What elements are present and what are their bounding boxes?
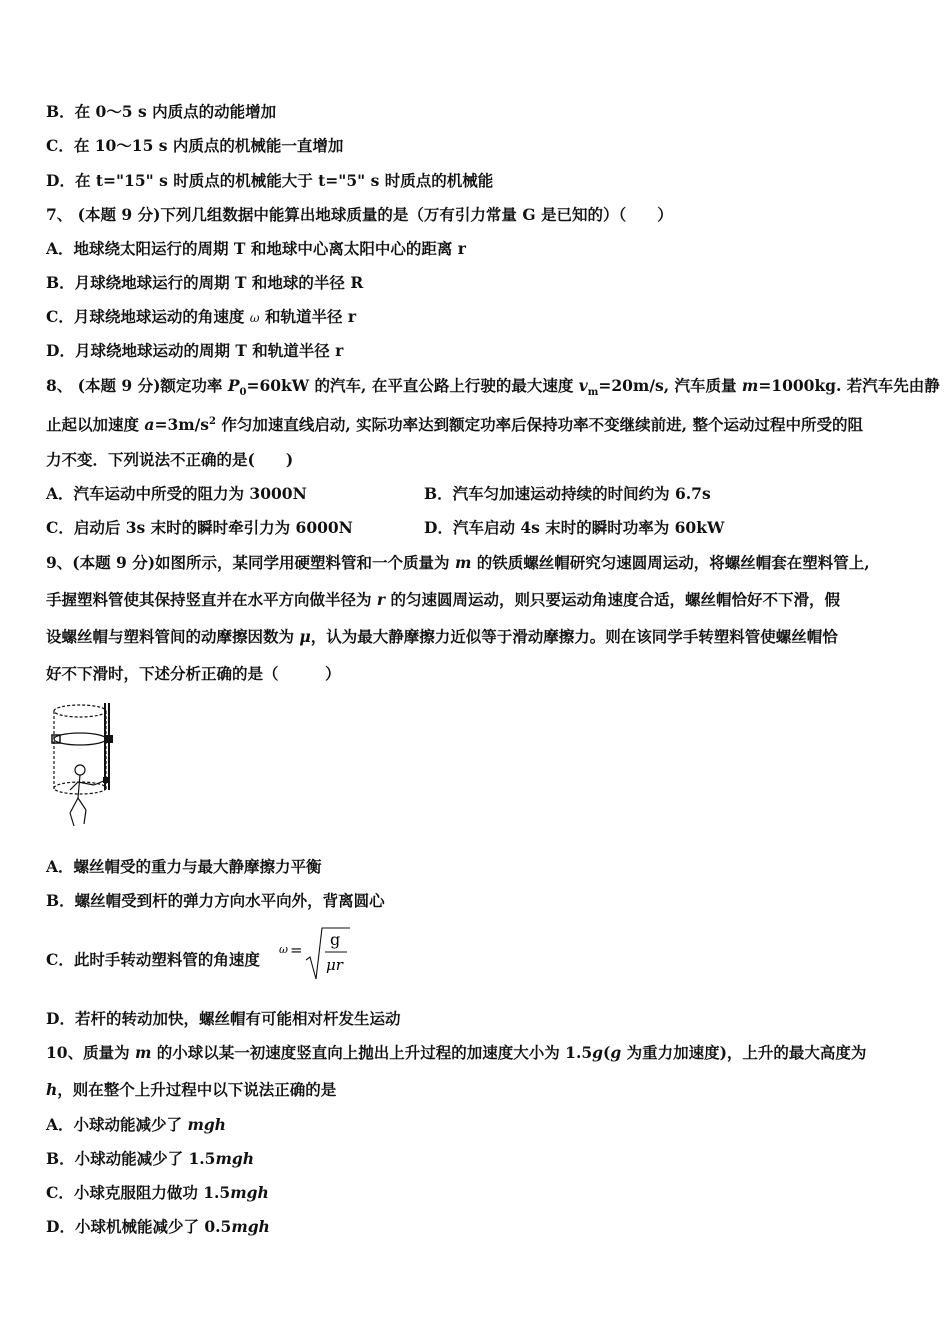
q10-stem-line-1: 10、质量为 m 的小球以某一初速度竖直向上抛出上升过程的加速度大小为 1.5g(g 为重力加速度)，上升的最大高度为 xyxy=(46,1043,867,1062)
q9-option-b: B．螺丝帽受到杆的弹力方向水平向外，背离圆心 xyxy=(46,891,385,910)
q8-stem-line-3: 力不变．下列说法不正确的是( ) xyxy=(46,450,294,469)
q7-option-a: A．地球绕太阳运行的周期 T 和地球中心离太阳中心的距离 r xyxy=(46,239,466,258)
q9-stem-line-4: 好不下滑时，下述分析正确的是（ ） xyxy=(46,664,341,683)
formula-numerator: g xyxy=(330,930,341,949)
q8-stem-line-2: 止起以加速度 $a=3m/s^2$ 作匀加速直线启动, 实际功率达到额定功率后保持功率不变继续前进, 整个运动过程中所受的阻 xyxy=(46,415,863,435)
q8-option-c: C．启动后 3s 末时的瞬时牵引力为 6000N xyxy=(46,518,353,537)
q7-option-b: B．月球绕地球运行的周期 T 和地球的半径 R xyxy=(46,273,364,292)
q8-option-b: B．汽车匀加速运动持续的时间约为 6.7s xyxy=(424,484,711,503)
q9-option-d: D．若杆的转动加快，螺丝帽有可能相对杆发生运动 xyxy=(46,1009,401,1028)
q6-option-b: B．在 0～5 s 内质点的动能增加 xyxy=(46,102,277,121)
q6-option-d: D．在 t="15" s 时质点的机械能大于 t="5" s 时质点的机械能 xyxy=(46,171,494,190)
angular-velocity-formula xyxy=(276,926,356,982)
q9-option-a: A．螺丝帽受的重力与最大静摩擦力平衡 xyxy=(46,857,322,876)
q7-option-c: C．月球绕地球运动的角速度 ω 和轨道半径 r xyxy=(46,307,357,326)
q9-stem-line-2: 手握塑料管使其保持竖直并在水平方向做半径为 r 的匀速圆周运动，则只要运动角速度合适，螺丝帽恰好不下滑，假 xyxy=(46,590,840,609)
q8-option-a: A．汽车运动中所受的阻力为 3000N xyxy=(46,484,307,503)
q7-stem: 7、 (本题 9 分)下列几组数据中能算出地球质量的是（万有引力常量 G 是已知的）（ ） xyxy=(46,205,673,224)
formula-equals: = xyxy=(290,941,303,959)
q10-option-a: A．小球动能减少了 mgh xyxy=(46,1115,226,1134)
q8-row-1 xyxy=(46,483,711,505)
q10-stem-line-2: h，则在整个上升过程中以下说法正确的是 xyxy=(46,1080,337,1099)
formula-denominator: μr xyxy=(326,956,343,974)
formula-omega: ω xyxy=(279,943,288,956)
q9-option-c: C．此时手转动塑料管的角速度 xyxy=(46,950,260,969)
q10-option-d: D．小球机械能减少了 0.5mgh xyxy=(46,1217,270,1236)
q7-option-d: D．月球绕地球运动的周期 T 和轨道半径 r xyxy=(46,341,344,360)
q10-option-b: B．小球动能减少了 1.5mgh xyxy=(46,1149,254,1168)
q9-stem-line-3: 设螺丝帽与塑料管间的动摩擦因数为 μ，认为最大静摩擦力近似等于滑动摩擦力。则在该同学手转塑料管使螺丝帽恰 xyxy=(46,627,838,646)
q8-row-2 xyxy=(46,517,725,539)
q8-option-d: D．汽车启动 4s 末时的瞬时功率为 60kW xyxy=(424,518,725,537)
q10-option-c: C．小球克服阻力做功 1.5mgh xyxy=(46,1183,269,1202)
rotating-tube-figure xyxy=(50,698,120,836)
q6-option-c: C．在 10～15 s 内质点的机械能一直增加 xyxy=(46,136,344,155)
omega-symbol: ω xyxy=(249,311,260,325)
q8-stem-line-1: 8、 (本题 9 分)额定功率 $P_0=60kW$ 的汽车, 在平直公路上行驶的最大速度 $v_m=20m/s$, 汽车质量 m=1000kg. 若汽车先由静 xyxy=(46,376,940,399)
q9-stem-line-1: 9、(本题 9 分)如图所示，某同学用硬塑料管和一个质量为 m 的铁质螺丝帽研究匀速圆周运动，将螺丝帽套在塑料管上, xyxy=(46,553,870,572)
